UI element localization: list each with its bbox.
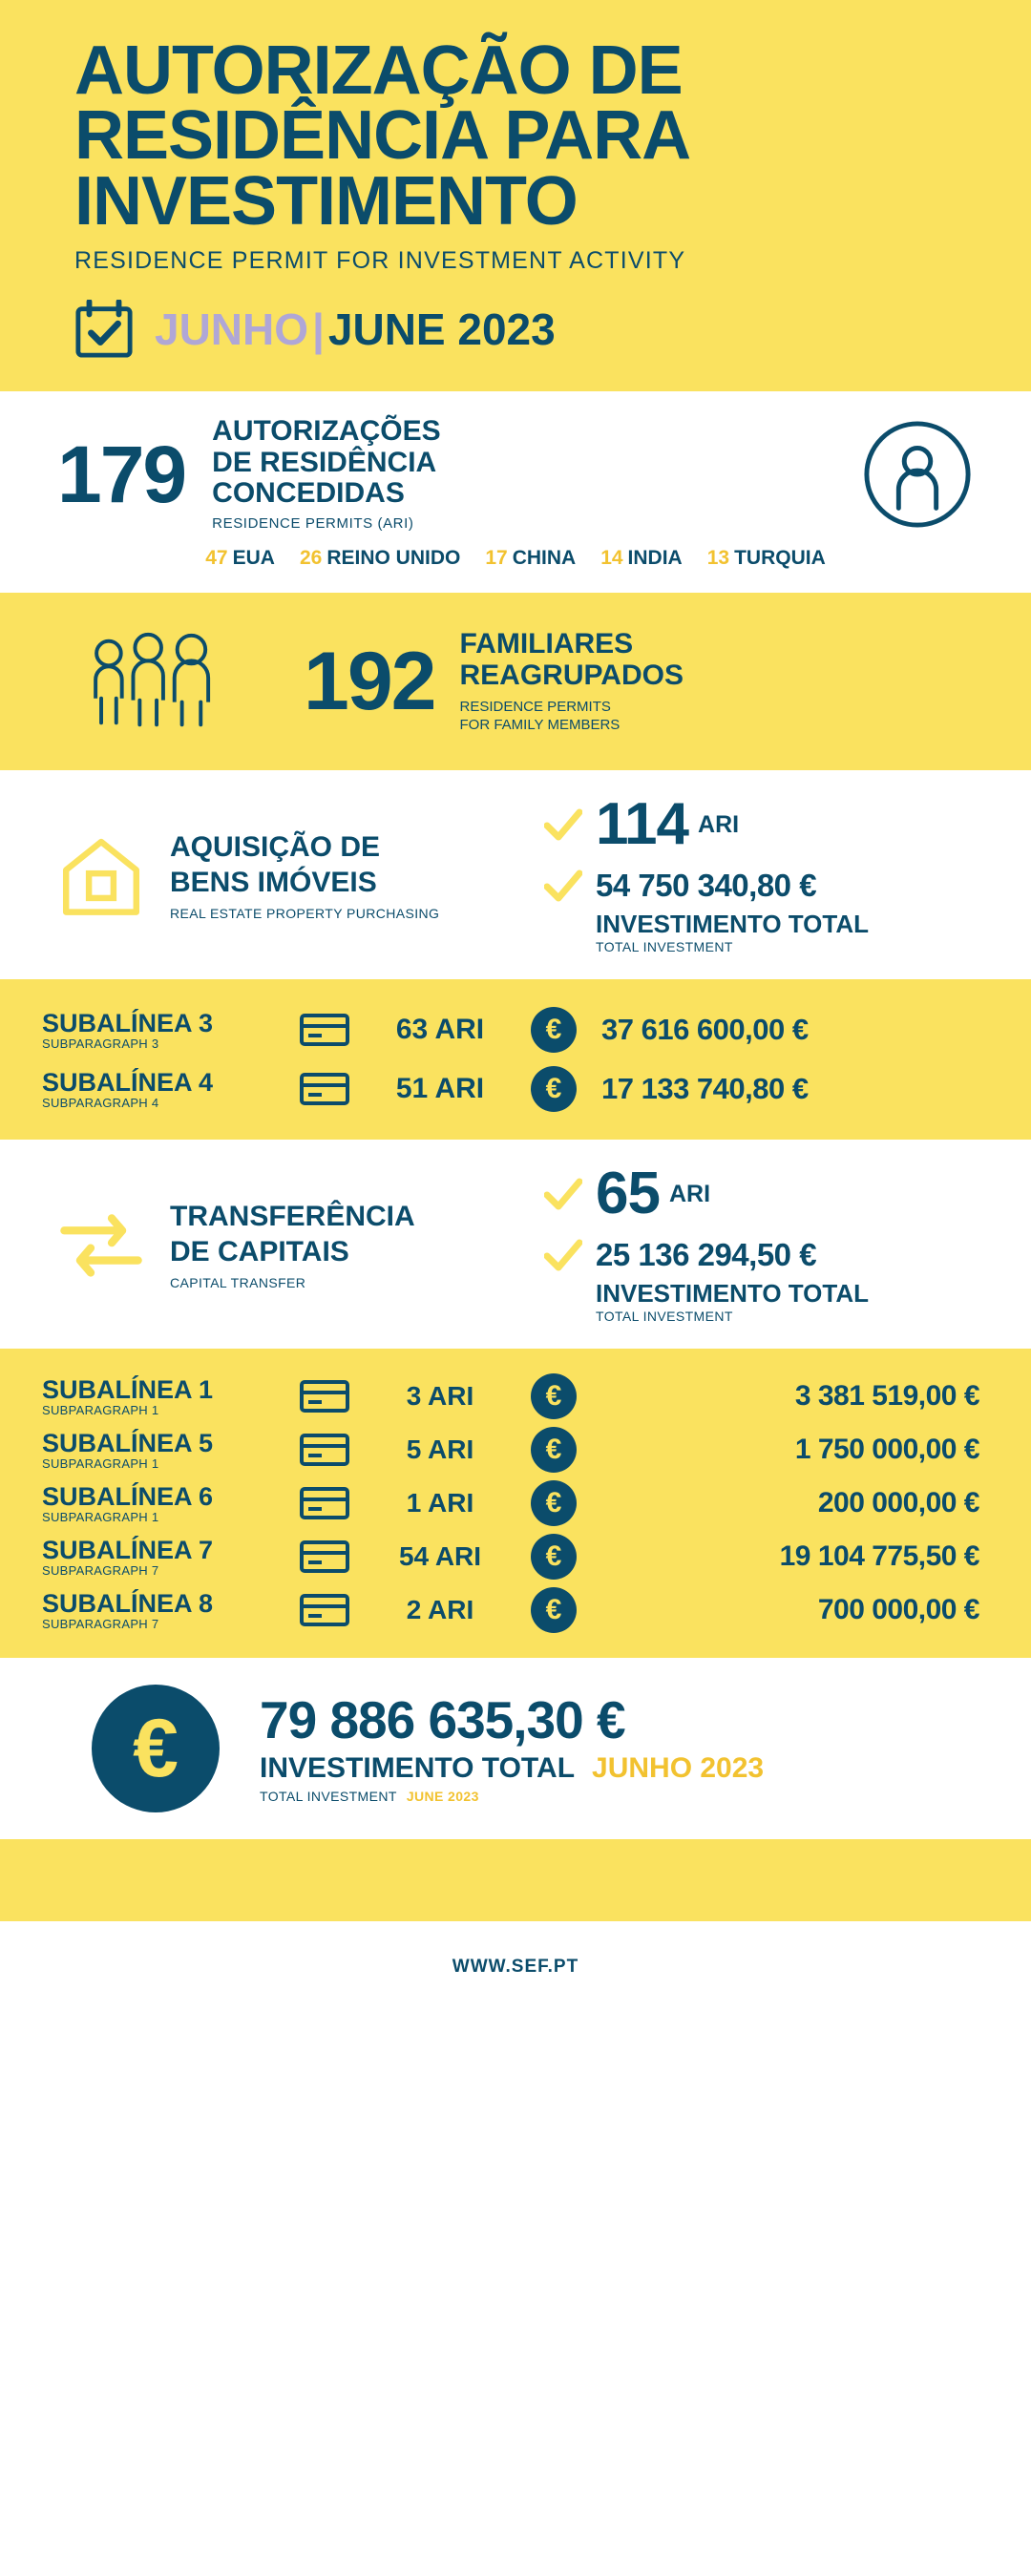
country-count: 17 [485,547,508,570]
country-count: 47 [205,547,228,570]
country-item [485,547,576,570]
family-labels [460,629,684,734]
euro-circle-icon: € [531,1066,577,1112]
house-icon [57,831,145,919]
subparagraph-name [42,1430,300,1471]
real-estate-total-label-pt: INVESTIMENTO TOTAL [596,910,870,939]
subparagraph-name [42,1376,300,1417]
country-name: INDIA [627,547,683,570]
subparagraph-name [42,1069,300,1110]
subparagraph-count: 51 ARI [395,1073,485,1105]
grand-total-labels [260,1752,764,1785]
family-count: 192 [304,636,435,728]
capital-transfer-label-en: CAPITAL TRANSFER [170,1274,306,1290]
country-name: CHINA [512,547,577,570]
subparagraph-count: 3 ARI [406,1381,474,1412]
euro-circle-icon: € [531,1007,577,1053]
real-estate-label-pt-line-2: BENS IMÓVEIS [170,867,377,899]
real-estate-total-labels [596,910,974,954]
subparagraph-name [42,1483,300,1524]
real-estate-ari-line [544,791,974,858]
real-estate-total-label-en: TOTAL INVESTMENT [596,939,733,955]
capital-transfer-total-label-pt: INVESTIMENTO TOTAL [596,1279,870,1309]
euro-circle-icon: € [531,1373,577,1419]
permits-label-pt-line-3: CONCEDIDAS [212,476,405,509]
real-estate-left [57,829,544,921]
subparagraph-name-en: SUBPARAGRAPH 7 [42,1617,159,1632]
table-row [42,1370,989,1423]
subparagraph-amount: 1 750 000,00 € [794,1434,979,1466]
subparagraph-amount: 3 381 519,00 € [794,1380,979,1413]
person-circle-icon [861,418,974,531]
capital-transfer-amount: 25 136 294,50 € [596,1237,817,1273]
top-countries-list [57,547,974,574]
permits-label-pt-line-1: AUTORIZAÇÕES [212,415,441,448]
subparagraph-count: 5 ARI [406,1435,474,1465]
family-label-en [460,699,684,735]
subparagraph-count: 54 ARI [398,1541,482,1572]
capital-transfer-left [57,1199,544,1290]
country-item [205,547,275,570]
subparagraph-name-en: SUBPARAGRAPH 7 [42,1563,159,1579]
subparagraph-name-en: SUBPARAGRAPH 1 [42,1456,159,1472]
page-title-line-3: INVESTIMENTO [74,162,578,240]
table-row [42,1583,989,1637]
subparagraph-amount: 200 000,00 € [817,1487,979,1519]
euro-circle-icon: € [531,1427,577,1473]
country-item [600,547,683,570]
permits-label-pt [212,416,861,509]
subparagraph-count: 63 ARI [395,1014,485,1046]
subparagraph-name-pt: SUBALÍNEA 4 [42,1067,214,1097]
euro-circle-icon: € [531,1480,577,1526]
month-separator: | [312,304,325,355]
footer-yellow-band [0,1839,1031,1921]
credit-card-icon [300,1013,349,1047]
subparagraph-amount: 19 104 775,50 € [779,1540,979,1573]
real-estate-label-pt-line-1: AQUISIÇÃO DE [170,830,381,863]
country-count: 14 [600,547,623,570]
check-icon [544,1178,582,1210]
page-title-line-1: AUTORIZAÇÃO DE [74,32,683,109]
page-title-line-2: RESIDÊNCIA PARA [74,97,691,175]
subparagraph-name-pt: SUBALÍNEA 8 [42,1588,214,1618]
check-icon [544,1239,582,1271]
capital-transfer-amount-line [544,1237,974,1273]
permits-row [57,416,974,532]
capital-transfer-labels [170,1199,415,1290]
subparagraph-name [42,1537,300,1578]
permits-labels [212,416,861,532]
subparagraph-name-en: SUBPARAGRAPH 1 [42,1403,159,1418]
capital-transfer-total-labels [596,1279,974,1324]
family-group-icon [74,625,244,738]
grand-total-label-pt: INVESTIMENTO TOTAL [260,1752,576,1785]
euro-circle-icon: € [92,1685,220,1812]
family-label-pt-line-1: FAMILIARES [459,628,634,660]
capital-transfer-label-pt-line-1: TRANSFERÊNCIA [170,1200,415,1232]
permits-count: 179 [57,429,186,519]
transfer-arrows-icon [57,1201,145,1288]
family-section [0,593,1031,770]
capital-transfer-subparagraph-table [0,1349,1031,1658]
real-estate-label-en: REAL ESTATE PROPERTY PURCHASING [170,905,440,921]
subparagraph-amount: 37 616 600,00 € [601,1013,809,1047]
grand-total-amount: 79 886 635,30 € [260,1690,625,1750]
website-url[interactable]: WWW.SEF.PT [452,1957,579,1978]
country-name: TURQUIA [734,547,826,570]
country-count: 13 [706,547,730,570]
month-label-en: JUNE 2023 [327,304,556,355]
subparagraph-name-pt: SUBALÍNEA 7 [42,1535,214,1564]
capital-transfer-right [544,1161,974,1325]
credit-card-icon [300,1539,349,1574]
credit-card-icon [300,1379,349,1414]
real-estate-ari-count: 114 [596,791,689,858]
month-label-pt: JUNHO [155,304,309,355]
real-estate-ari-unit: ARI [698,810,740,838]
subparagraph-name [42,1590,300,1631]
capital-transfer-label-pt [170,1199,415,1270]
family-label-pt-line-2: REAGRUPADOS [459,659,684,691]
credit-card-icon [300,1593,349,1627]
country-name: REINO UNIDO [326,547,461,570]
subparagraph-name-en: SUBPARAGRAPH 3 [42,1037,159,1052]
grand-total-section [0,1658,1031,1839]
credit-card-icon [300,1486,349,1520]
permits-label-en: RESIDENCE PERMITS (ARI) [212,515,414,533]
subparagraph-name [42,1010,300,1051]
capital-transfer-ari-count: 65 [596,1161,660,1227]
country-name: EUA [232,547,275,570]
table-row [42,1530,989,1583]
euro-circle-icon: € [531,1534,577,1580]
euro-circle-icon: € [531,1587,577,1633]
table-row [42,1476,989,1530]
subparagraph-count: 2 ARI [406,1595,474,1625]
subparagraph-name-pt: SUBALÍNEA 6 [42,1481,214,1511]
grand-total-month-pt: JUNHO 2023 [592,1752,765,1785]
grand-total-month-en: JUNE 2023 [406,1789,479,1805]
subparagraph-amount: 17 133 740,80 € [601,1072,809,1106]
capital-transfer-label-pt-line-2: DE CAPITAIS [170,1236,349,1268]
page-subtitle: RESIDENCE PERMIT FOR INVESTMENT ACTIVITY [74,247,686,275]
country-count: 26 [299,547,323,570]
permits-label-pt-line-2: DE RESIDÊNCIA [212,446,437,478]
real-estate-section [0,770,1031,979]
credit-card-icon [300,1433,349,1467]
footer-section [0,1921,1031,2013]
subparagraph-amount: 700 000,00 € [817,1594,979,1626]
table-row [42,1423,989,1476]
check-icon [544,869,582,902]
grand-total-sublabels [260,1789,764,1804]
real-estate-labels [170,829,439,921]
table-row [42,1000,989,1059]
grand-total-label-en: TOTAL INVESTMENT [260,1789,397,1805]
credit-card-icon [300,1072,349,1106]
family-label-en-line-1: RESIDENCE PERMITS [459,698,611,715]
month-label [155,304,556,355]
capital-transfer-total-label-en: TOTAL INVESTMENT [596,1309,733,1325]
real-estate-subparagraph-table [0,979,1031,1140]
subparagraph-name-en: SUBPARAGRAPH 4 [42,1096,159,1111]
subparagraph-name-pt: SUBALÍNEA 1 [42,1374,214,1404]
real-estate-amount: 54 750 340,80 € [596,868,817,904]
check-icon [544,808,582,841]
subparagraph-count: 1 ARI [406,1488,474,1518]
country-item [300,547,460,570]
capital-transfer-ari-unit: ARI [668,1180,711,1207]
month-row [74,300,957,359]
real-estate-amount-line [544,868,974,904]
subparagraph-name-pt: SUBALÍNEA 5 [42,1428,214,1457]
family-label-pt [460,629,684,691]
permits-section [0,391,1031,593]
capital-transfer-ari-line [544,1161,974,1227]
capital-transfer-section [0,1140,1031,1349]
page-title [74,32,957,240]
subparagraph-name-pt: SUBALÍNEA 3 [42,1008,214,1037]
family-label-en-line-2: FOR FAMILY MEMBERS [459,716,621,733]
header-section [0,0,1031,391]
calendar-check-icon [74,300,134,359]
subparagraph-name-en: SUBPARAGRAPH 1 [42,1510,159,1525]
country-item [707,547,826,570]
real-estate-label-pt [170,829,439,901]
table-row [42,1059,989,1119]
grand-total-right [260,1690,765,1805]
real-estate-right [544,791,974,955]
